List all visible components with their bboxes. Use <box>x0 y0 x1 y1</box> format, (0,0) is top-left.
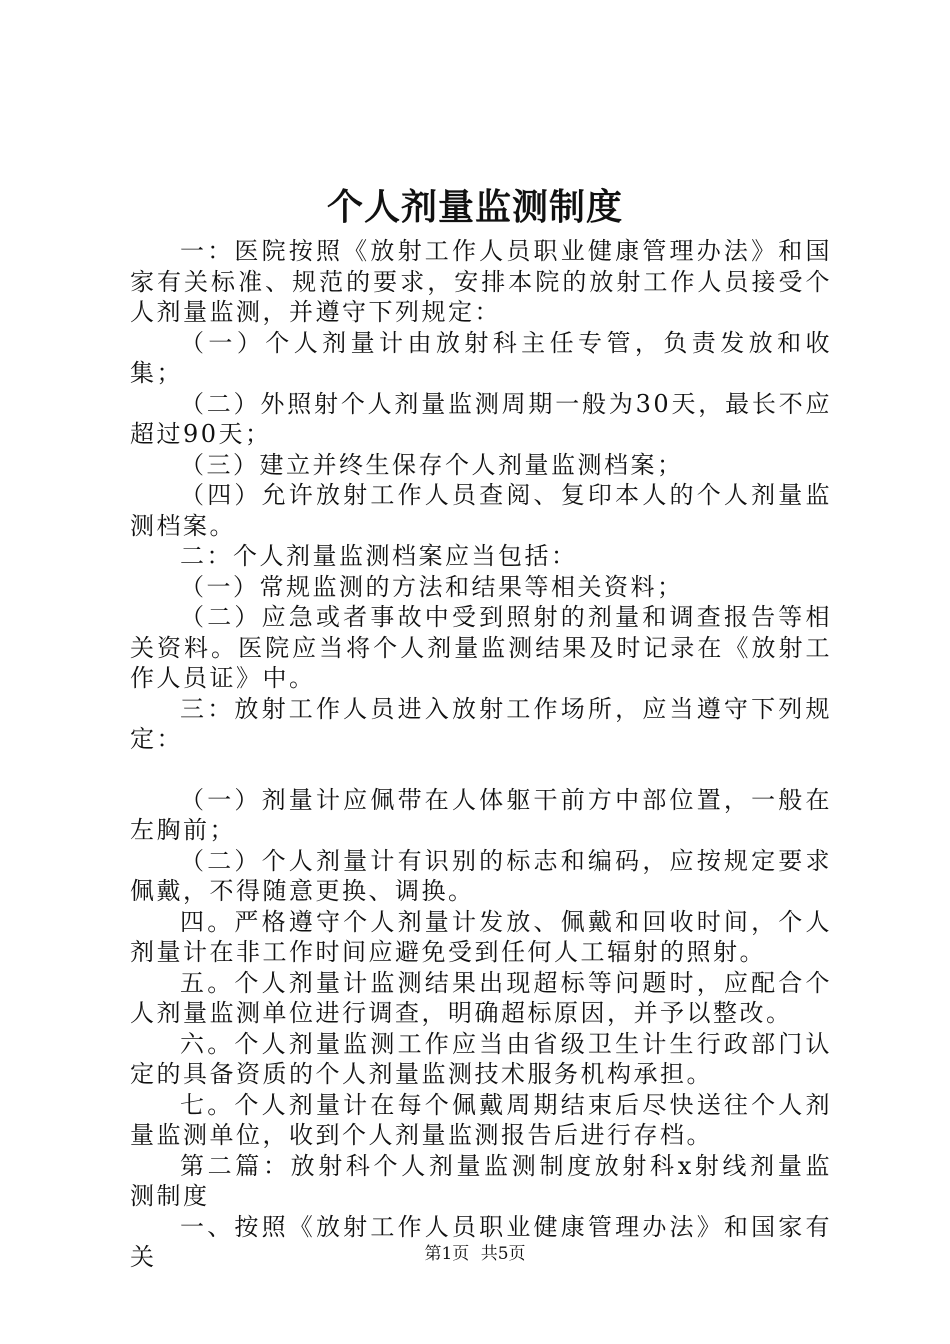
paragraph-14: 六。个人剂量监测工作应当由省级卫生计生行政部门认定的具备资质的个人剂量监测技术服务机构承担。 <box>130 1029 832 1088</box>
page-footer <box>0 1242 950 1266</box>
paragraph-16: 第二篇：放射科个人剂量监测制度放射科x射线剂量监测制度 <box>130 1151 832 1210</box>
paragraph-6: 二：个人剂量监测档案应当包括： <box>180 542 578 570</box>
document-title: 个人剂量监测制度 <box>326 186 623 228</box>
paragraph-3: （二）外照射个人剂量监测周期一般为30天，最长不应超过90天； <box>130 389 832 448</box>
paragraph-11: （二）个人剂量计有识别的标志和编码，应按规定要求佩戴，不得随意更换、调换。 <box>130 846 832 905</box>
paragraph-1: 一：医院按照《放射工作人员职业健康管理办法》和国家有关标准、规范的要求，安排本院的放射工作人员接受个人剂量监测，并遵守下列规定： <box>130 237 832 326</box>
document-body <box>130 236 832 1273</box>
paragraph-8: （二）应急或者事故中受到照射的剂量和调查报告等相关资料。医院应当将个人剂量监测结果及时记录在《放射工作人员证》中。 <box>130 603 832 692</box>
paragraph-5: （四）允许放射工作人员查阅、复印本人的个人剂量监测档案。 <box>130 481 832 540</box>
page-number: 第1页 <box>424 1244 470 1264</box>
paragraph-17: 一、按照《放射工作人员职业健康管理办法》和国家有关 <box>130 1212 832 1271</box>
paragraph-13: 五。个人剂量计监测结果出现超标等问题时，应配合个人剂量监测单位进行调查，明确超标原因，并予以整改。 <box>130 968 832 1027</box>
paragraph-7: （一）常规监测的方法和结果等相关资料； <box>180 572 684 601</box>
paragraph-15: 七。个人剂量计在每个佩戴周期结束后尽快送往个人剂量监测单位，收到个人剂量监测报告后进行存档。 <box>130 1090 832 1149</box>
paragraph-2: （一）个人剂量计由放射科主任专管，负责发放和收集； <box>130 328 832 387</box>
page-total: 共5页 <box>480 1244 526 1264</box>
paragraph-12: 四。严格遵守个人剂量计发放、佩戴和回收时间，个人剂量计在非工作时间应避免受到任何人工辐射的照射。 <box>130 907 832 966</box>
paragraph-9: 三：放射工作人员进入放射工作场所，应当遵守下列规定： <box>130 694 832 753</box>
paragraph-10: （一）剂量计应佩带在人体躯干前方中部位置，一般在左胸前； <box>130 785 832 844</box>
paragraph-4: （三）建立并终生保存个人剂量监测档案； <box>180 450 684 479</box>
